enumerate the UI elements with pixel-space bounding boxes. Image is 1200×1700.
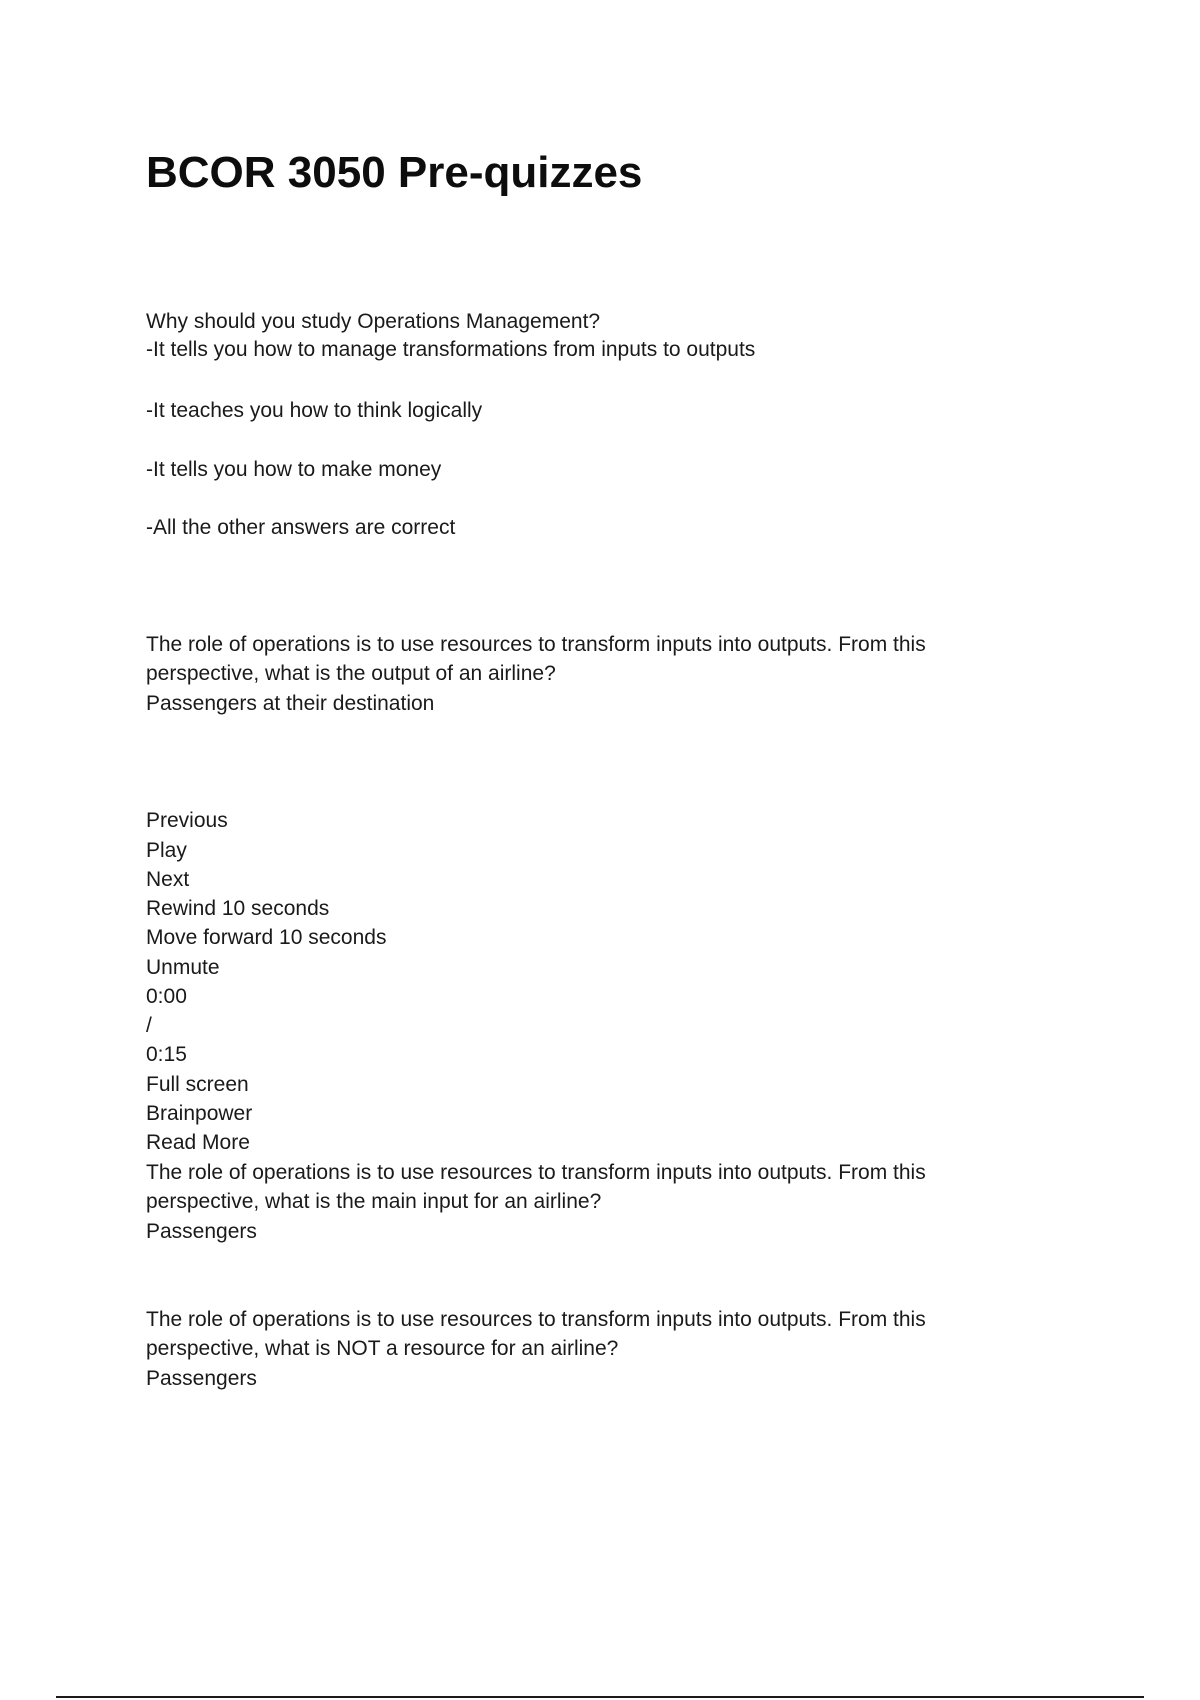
question-1-option: -All the other answers are correct: [146, 516, 456, 539]
fullscreen-button[interactable]: Full screen: [146, 1073, 249, 1096]
read-more-link[interactable]: Read More: [146, 1131, 250, 1154]
question-3-text-line1: The role of operations is to use resources to transform inputs into outputs. From this: [146, 1161, 926, 1184]
footer-divider: [56, 1696, 1144, 1698]
rewind-button[interactable]: Rewind 10 seconds: [146, 897, 330, 920]
question-1-text: Why should you study Operations Management?: [146, 310, 601, 333]
forward-button[interactable]: Move forward 10 seconds: [146, 926, 387, 949]
question-4-text-line2: perspective, what is NOT a resource for an airline?: [146, 1337, 619, 1360]
question-3-text-line2: perspective, what is the main input for an airline?: [146, 1190, 602, 1213]
page-title: BCOR 3050 Pre-quizzes: [146, 148, 643, 197]
question-2-answer: Passengers at their destination: [146, 692, 435, 715]
question-2-text-line1: The role of operations is to use resources to transform inputs into outputs. From this: [146, 633, 926, 656]
question-4-answer: Passengers: [146, 1367, 257, 1390]
question-1-option: -It tells you how to make money: [146, 458, 442, 481]
unmute-button[interactable]: Unmute: [146, 956, 220, 979]
question-2-text-line2: perspective, what is the output of an airline?: [146, 662, 556, 685]
previous-button[interactable]: Previous: [146, 809, 228, 832]
time-separator: /: [146, 1014, 152, 1037]
brand-label: Brainpower: [146, 1102, 253, 1125]
question-4-text-line1: The role of operations is to use resources to transform inputs into outputs. From this: [146, 1308, 926, 1331]
question-1-option: -It teaches you how to think logically: [146, 399, 483, 422]
next-button[interactable]: Next: [146, 868, 190, 891]
question-1-option: -It tells you how to manage transformations from inputs to outputs: [146, 338, 756, 361]
current-time: 0:00: [146, 985, 187, 1008]
duration: 0:15: [146, 1043, 187, 1066]
play-button[interactable]: Play: [146, 839, 187, 862]
question-3-answer: Passengers: [146, 1220, 257, 1243]
